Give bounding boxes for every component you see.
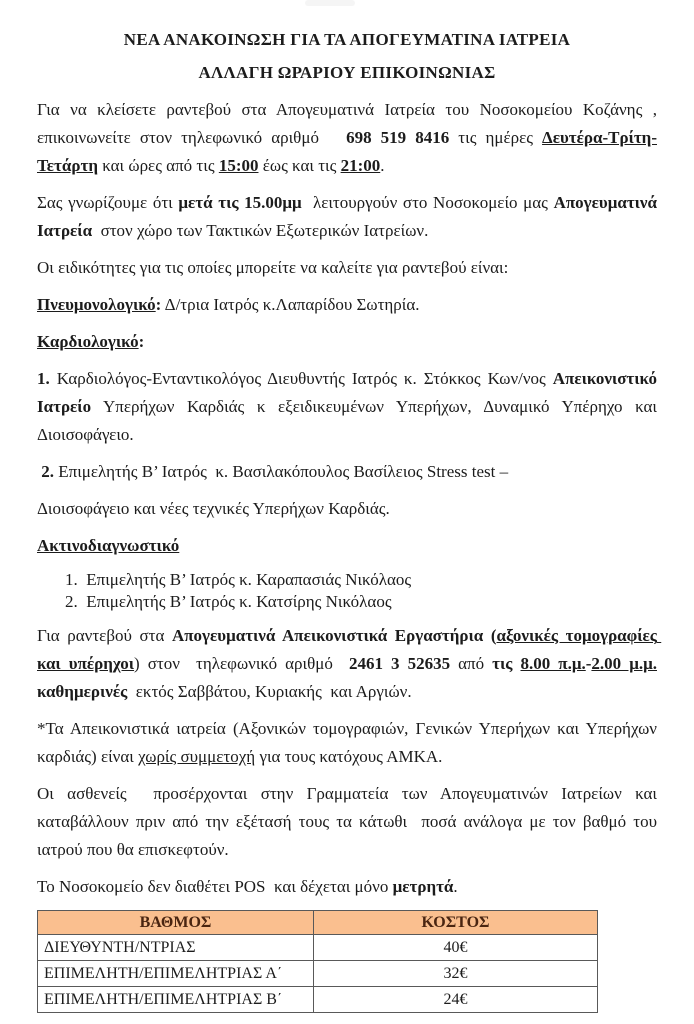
paragraph-cardiology-continued [37,495,657,523]
cardiology-item-2 [37,458,657,486]
text-run: χωρίς συμμετοχή [138,747,256,766]
grade-cell: ΕΠΙΜΕΛΗΤΗ/ΕΠΙΜΕΛΗΤΡΙΑΣ Β΄ [38,987,314,1013]
cost-cell: 32€ [314,961,598,987]
text-run: ) στον τηλεφωνικό αριθμό [134,654,349,673]
text-run: Επιμελητής Β’ Ιατρός κ. Βασιλακόπουλος Βασίλειος Stress test – [54,462,509,481]
text-run: ( [483,626,497,645]
text-run: εκτός Σαββάτου, Κυριακής και Αργιών. [127,682,412,701]
text-run: 698 519 8416 [346,128,450,147]
text-run: 21:00 [340,156,381,175]
text-run: 8.00 π.μ. [520,654,586,673]
table-row [38,987,598,1013]
grade-cell: ΕΠΙΜΕΛΗΤΗ/ΕΠΙΜΕΛΗΤΡΙΑΣ Α΄ [38,961,314,987]
text-run: έως και τις [258,156,341,175]
grade-cell: ΔΙΕΥΘΥΝΤΗ/ΝΤΡΙΑΣ [38,935,314,961]
text-run: : [155,295,162,314]
text-run: μετρητά [392,877,454,896]
text-run: . [453,877,458,896]
text-run: και ώρες από τις [97,156,219,175]
text-run: Δευτέρα-Τρίτη-Τετάρτη [37,128,657,175]
text-run: Για ραντεβού στα [37,626,172,645]
page-subtitle: ΑΛΛΑΓΗ ΩΡΑΡΙΟΥ ΕΠΙΚΟΙΝΩΝΙΑΣ [198,63,496,82]
cost-cell: 24€ [314,987,598,1013]
text-run: Οι ασθενείς προσέρχονται στην Γραμματεία των Απογευματινών Ιατρείων και καταβάλλουν πριν από την εξέτασή τους τα κάτωθι ποσά ανάλογα με τον βαθμό του ιατρού που θα επισκεφτούν. [37,784,662,859]
text-run: Πνευμονολογικό [37,295,156,314]
paragraph-booking-phone [37,96,662,180]
text-run: 1. Επιμελητής Β’ Ιατρός κ. Καραπασιάς Νικόλαος [65,570,412,589]
text-run: καθημερινές [37,654,662,701]
text-run: λειτουργούν στο Νοσοκομείο μας [301,193,554,212]
text-run: τις [492,654,521,673]
text-run: στον χώρο των Τακτικών Εξωτερικών Ιατρείων. [92,221,429,240]
text-run: 15:00 [218,156,259,175]
paragraph-specialties-intro [37,254,657,282]
page-title: ΝΕΑ ΑΝΑΚΟΙΝΩΣΗ ΓΙΑ ΤΑ ΑΠΟΓΕΥΜΑΤΙΝΑ ΙΑΤΡΕΙΑ [123,30,571,49]
text-run: μετά τις 15.00μμ [178,193,302,212]
text-run: Απογευματινά Ιατρεία [37,193,662,240]
radiology-list-item-2 [65,591,657,613]
text-run: για τους κατόχους ΑΜΚΑ. [255,747,443,766]
table-row [38,935,598,961]
text-run: - [585,654,592,673]
cost-table-header-row [38,911,598,935]
text-run: Ακτινοδιαγνωστικό [37,536,180,555]
text-run: . [380,156,385,175]
text-run: Οι ειδικότητες για τις οποίες μπορείτε να καλείτε για ραντεβού είναι: [37,258,509,277]
heading-radiology [37,532,657,560]
text-run: Καρδιολογικό [37,332,139,351]
text-run: Το Νοσοκομείο δεν διαθέτει POS και δέχεται μόνο [37,877,393,896]
text-run: 2.00 μ.μ. [591,654,657,673]
text-run: 2. [41,462,54,481]
text-run: Απογευματινά Απεικονιστικά Εργαστήρια [171,626,484,645]
cost-table-header-cost: ΚΟΣΤΟΣ [314,911,598,935]
scan-artifact [305,0,355,6]
paragraph-payment-info [37,780,662,864]
paragraph-amka-note [37,715,662,771]
paragraph-imaging-labs [37,622,662,706]
text-run: αξονικές τομογραφίες και υπέρηχοι [37,626,662,673]
paragraph-pos-cash [37,873,657,901]
text-run: Διοισοφάγειο και νέες τεχνικές Υπερήχων Καρδιάς. [37,499,390,518]
document-body [37,96,662,901]
paragraph-afternoon-clinics [37,189,662,245]
text-run: τις ημέρες [449,128,543,147]
cost-table-header-grade: ΒΑΘΜΟΣ [38,911,314,935]
text-run: Για να κλείσετε ραντεβού στα Απογευματινά Ιατρεία του Νοσοκομείου Κοζάνης , επικοινωνείτε στον τηλεφωνικό αριθμό [37,100,662,147]
text-run: Δ/τρια Ιατρός κ.Λαπαρίδου Σωτηρία. [161,295,420,314]
text-run: Καρδιολόγος-Ενταντικολόγος Διευθυντής Ιατρός κ. Στόκκος Κων/νος [49,369,553,388]
text-run: Απεικονιστικό Ιατρείο [37,369,662,416]
paragraph-pulmonology [37,291,657,319]
text-run: 1. [37,369,50,388]
text-run: *Τα Απεικονιστικά ιατρεία (Αξονικών τομογραφιών, Γενικών Υπερήχων και Υπερήχων καρδιάς) είναι [37,719,662,766]
text-run: : [138,332,145,351]
cost-table [37,910,598,1013]
cardiology-item-1 [37,365,662,449]
text-run: Υπερήχων Καρδιάς κ εξειδικευμένων Υπερήχων, Δυναμικό Υπέρηχο και Διοισοφάγειο. [37,397,661,444]
text-run: Σας γνωρίζουμε ότι [37,193,179,212]
table-row [38,961,598,987]
text-run: 2. Επιμελητής Β’ Ιατρός κ. Κατσίρης Νικόλαος [65,592,392,611]
text-run: 2461 3 52635 [348,654,451,673]
text-run: από [450,654,493,673]
heading-cardiology [37,328,657,356]
cost-cell: 40€ [314,935,598,961]
radiology-list-item-1 [65,569,657,591]
